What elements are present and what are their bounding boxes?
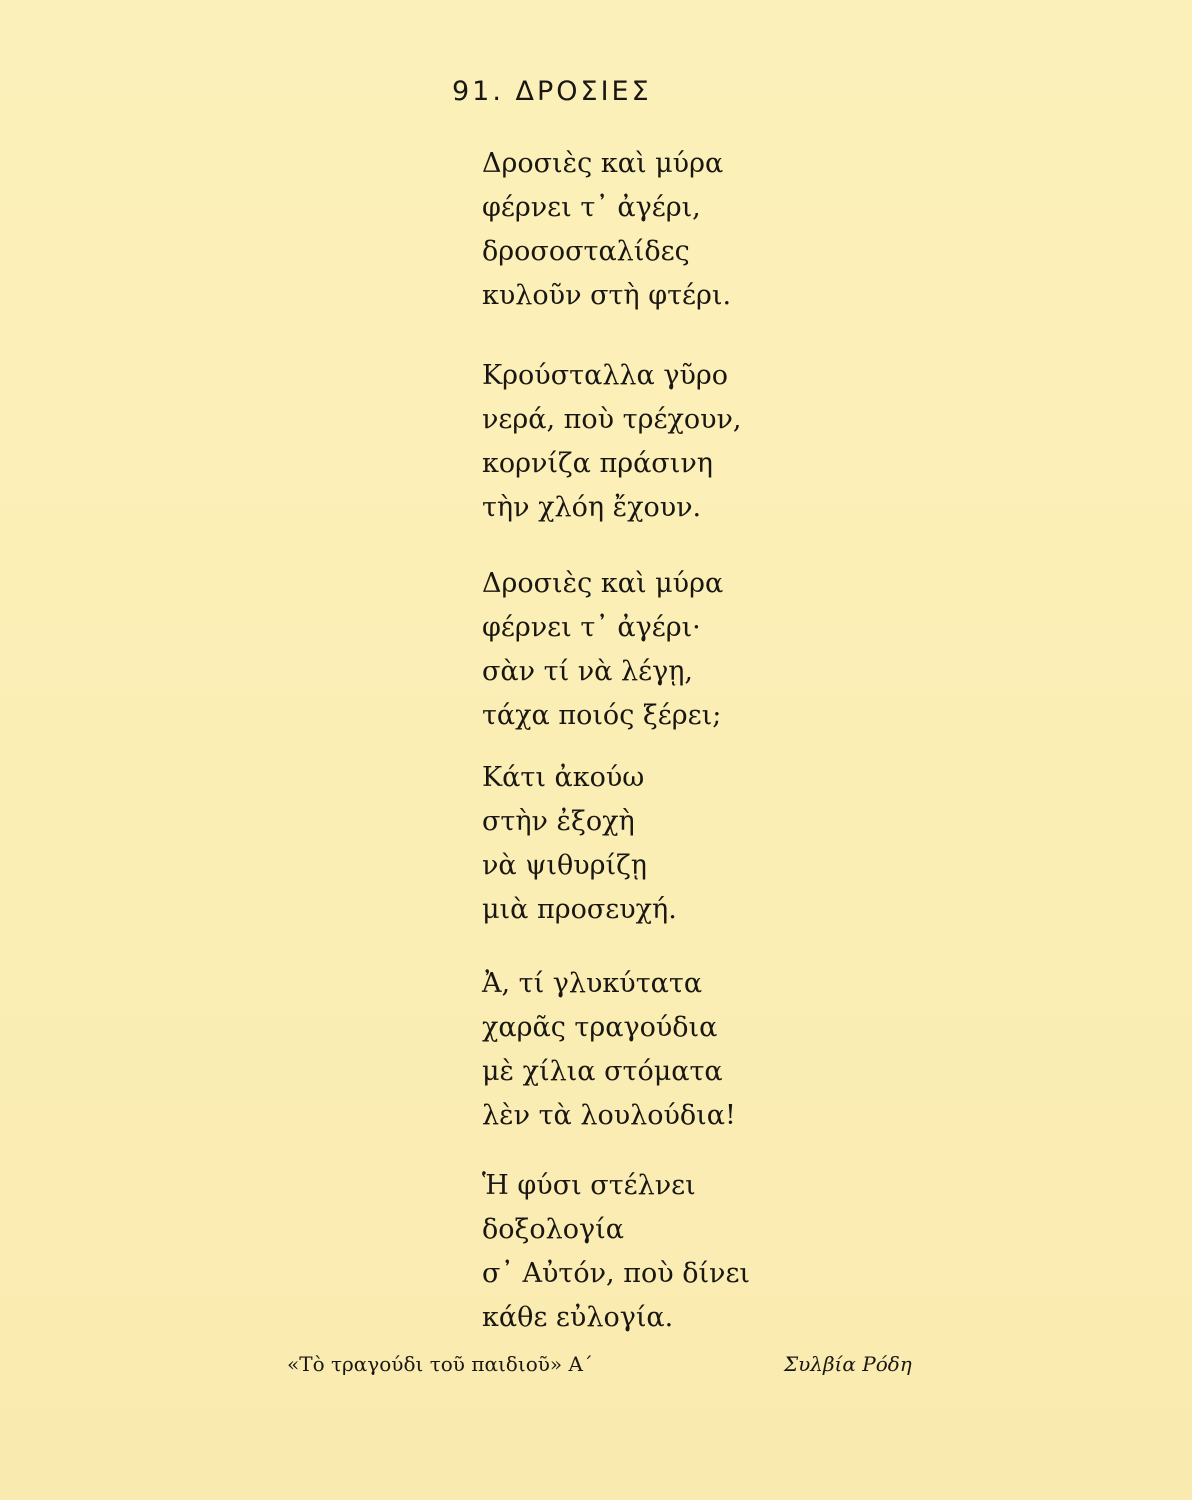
poem-title: 91. ΔΡΟΣΙΕΣ: [452, 76, 652, 107]
poem-line: στὴν ἐξοχὴ: [482, 806, 635, 837]
poem-line: νὰ ψιθυρίζῃ: [482, 850, 647, 881]
stanza-1: [482, 142, 731, 318]
poem-line: χαρᾶς τραγούδια: [482, 1012, 718, 1043]
poem-line: φέρνει τ᾽ ἀγέρι·: [482, 612, 701, 643]
poem-line: σὰν τί νὰ λέγῃ,: [482, 656, 693, 687]
poem-line: δροσοσταλίδες: [482, 236, 690, 267]
poem-line: τὴν χλόη ἔχουν.: [482, 492, 702, 523]
poem-line: Ἀ, τί γλυκύτατα: [482, 968, 703, 999]
author-name: Συλβία Ρόδη: [784, 1352, 912, 1376]
poem-line: Κρούσταλλα γῦρο: [482, 360, 729, 391]
poem-line: Δροσιὲς καὶ μύρα: [482, 148, 724, 179]
poem-line: νερά, ποὺ τρέχουν,: [482, 404, 742, 435]
stanza-5: [482, 962, 736, 1138]
poem-line: κάθε εὐλογία.: [482, 1302, 674, 1333]
poem-line: δοξολογία: [482, 1214, 624, 1245]
poem-line: μὲ χίλια στόματα: [482, 1056, 723, 1087]
poem-line: μιὰ προσευχή.: [482, 894, 677, 925]
source-citation: «Τὸ τραγούδι τοῦ παιδιοῦ» Α΄: [287, 1352, 593, 1376]
poem-line: λὲν τὰ λουλούδια!: [482, 1100, 736, 1131]
poem-line: τάχα ποιός ξέρει;: [482, 700, 722, 731]
poem-line: κορνίζα πράσινη: [482, 448, 713, 479]
poem-line: Δροσιὲς καὶ μύρα: [482, 568, 724, 599]
poem-line: Κάτι ἀκούω: [482, 762, 645, 793]
poem-line: Ἡ φύσι στέλνει: [482, 1170, 696, 1201]
poem-line: φέρνει τ᾽ ἀγέρι,: [482, 192, 701, 223]
stanza-4: [482, 756, 677, 932]
stanza-6: [482, 1164, 750, 1340]
poem-line: σ᾽ Αὐτόν, ποὺ δίνει: [482, 1258, 751, 1289]
poem-line: κυλοῦν στὴ φτέρι.: [482, 280, 732, 311]
stanza-2: [482, 354, 742, 530]
stanza-3: [482, 562, 723, 738]
